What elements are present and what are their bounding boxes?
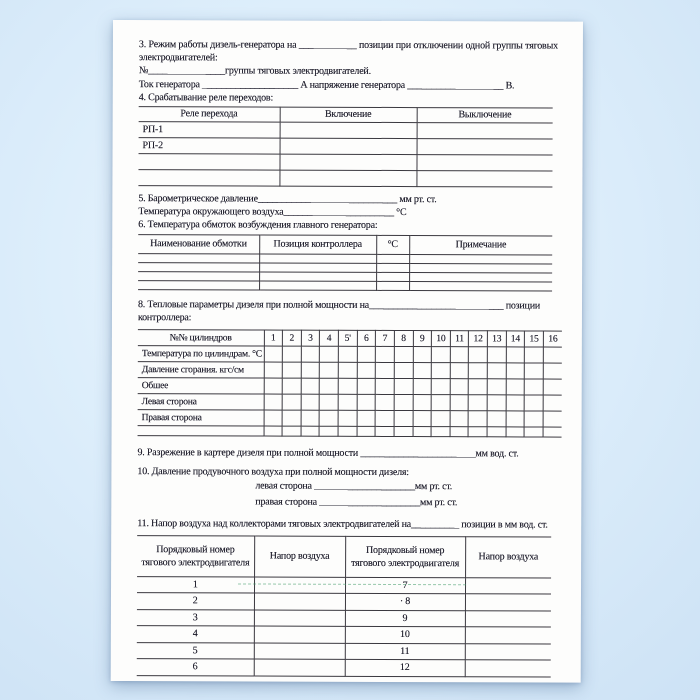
header-cell: Выключение xyxy=(417,108,553,123)
table-cell xyxy=(450,427,469,437)
header-cell: Напор воздуха xyxy=(465,536,551,577)
table-cell xyxy=(375,426,394,436)
header-cell: Порядковый номер тягового электродвигателя xyxy=(137,535,254,576)
table-cell: Правая сторона xyxy=(138,410,264,426)
table-cell xyxy=(282,362,301,378)
section10-title: 10. Давление продувочного воздуха при полной мощности дизеля: xyxy=(137,466,409,479)
table-cell xyxy=(282,378,301,394)
table-cell: 6 xyxy=(137,659,254,676)
table-cell xyxy=(259,272,376,281)
table-cell xyxy=(138,262,259,271)
table-cell xyxy=(279,154,416,170)
table-cell xyxy=(301,410,320,426)
table-cell xyxy=(409,254,552,263)
table-row xyxy=(138,170,552,187)
section5-temperature-line: Температура окружающего воздуха_______________________ °С xyxy=(138,206,407,219)
header-cell: Включение xyxy=(280,107,417,122)
table-cell xyxy=(357,378,376,394)
table-cell xyxy=(394,347,413,363)
header-cell: 6 xyxy=(357,330,376,346)
table-cell xyxy=(465,610,551,627)
header-cell: 7 xyxy=(376,330,395,346)
header-cell: Примечание xyxy=(409,235,552,254)
corner-cell: №№ цилиндров xyxy=(138,330,264,346)
table-cell xyxy=(413,347,432,363)
table-cell xyxy=(254,659,345,676)
relay-table-header-row xyxy=(139,107,553,123)
scanned-form-page xyxy=(111,20,583,683)
table-cell xyxy=(357,410,376,426)
table-cell: Температура по цилиндрам. °С xyxy=(138,346,264,362)
header-cell: 12 xyxy=(469,331,488,347)
table-row xyxy=(137,593,551,611)
section8-line1: 8. Тепловые параметры дизеля при полной мощности на____________________________ позиции xyxy=(137,298,541,312)
table-row xyxy=(138,154,552,171)
section5-pressure-line: 5. Барометрическое давление_____________________________ мм рт. ст. xyxy=(138,193,437,206)
table-cell xyxy=(254,643,345,660)
table-cell xyxy=(524,379,543,395)
table-cell xyxy=(301,426,320,436)
table-cell xyxy=(450,379,469,395)
winding-table xyxy=(138,234,552,291)
table-cell xyxy=(487,363,506,379)
table-cell: 2 xyxy=(137,593,254,610)
table-cell xyxy=(138,154,279,170)
table-cell xyxy=(138,280,259,289)
table-cell xyxy=(319,426,338,436)
table-row xyxy=(138,410,562,427)
table-cell xyxy=(409,281,552,290)
table-cell xyxy=(138,253,259,262)
table-cell xyxy=(376,272,409,281)
table-cell xyxy=(506,395,525,411)
table-cell xyxy=(138,170,279,186)
table-row xyxy=(137,642,551,660)
table-cell: 7 xyxy=(345,577,465,594)
table-cell xyxy=(409,263,552,272)
section8-line2: контроллера: xyxy=(137,311,192,324)
table-row xyxy=(139,138,553,155)
table-cell xyxy=(487,347,506,363)
table-cell xyxy=(376,281,409,290)
header-cell: 2 xyxy=(282,330,301,346)
table-cell xyxy=(320,378,339,394)
table-cell xyxy=(469,363,488,379)
table-cell xyxy=(264,378,283,394)
section10-right-line: правая сторона _____________________мм рт. ст. xyxy=(255,496,458,509)
section3-current-voltage-line: Ток генератора ____________________ А напряжение генератора ____________________ В. xyxy=(138,78,515,92)
table-row xyxy=(138,280,552,290)
table-cell xyxy=(543,411,562,427)
table-cell xyxy=(301,378,320,394)
table-cell xyxy=(394,379,413,395)
table-cell xyxy=(413,379,432,395)
table-cell xyxy=(465,643,551,660)
table-cell xyxy=(543,379,562,395)
table-cell xyxy=(375,378,394,394)
table-cell xyxy=(280,138,417,154)
table-cell xyxy=(417,123,553,139)
table-cell xyxy=(301,346,320,362)
section11-title: 11. Напор воздуха над коллекторами тяговых электродвигателей на__________ позиции в мм вод. ст. xyxy=(137,518,548,531)
table-row xyxy=(137,576,551,594)
table-cell xyxy=(413,411,432,427)
table-row xyxy=(138,426,562,437)
table-row xyxy=(138,362,562,379)
header-cell: 11 xyxy=(450,331,469,347)
table-cell xyxy=(376,346,395,362)
table-cell xyxy=(357,426,376,436)
header-cell: 3 xyxy=(301,330,320,346)
table-cell xyxy=(543,395,562,411)
table-cell xyxy=(450,363,469,379)
table-cell xyxy=(413,395,432,411)
header-cell: Напор воздуха xyxy=(254,536,345,577)
table-row xyxy=(137,609,551,627)
header-cell: 15 xyxy=(525,331,544,347)
table-cell xyxy=(524,411,543,427)
table-cell xyxy=(138,426,264,436)
section3-line2: электродвигателей: xyxy=(138,52,218,64)
table-cell xyxy=(543,363,562,379)
header-cell: 13 xyxy=(487,331,506,347)
table-cell xyxy=(506,411,525,427)
table-cell xyxy=(506,347,525,363)
table-cell xyxy=(487,427,506,437)
table-cell xyxy=(413,363,432,379)
table-cell xyxy=(338,346,357,362)
table-cell xyxy=(138,271,259,280)
header-cell: 16 xyxy=(543,331,562,347)
table-row xyxy=(138,346,562,363)
header-cell: 4 xyxy=(320,330,339,346)
table-cell xyxy=(375,394,394,410)
table-cell xyxy=(394,363,413,379)
table-cell: 11 xyxy=(345,643,465,660)
table-cell xyxy=(431,347,450,363)
table-cell xyxy=(468,427,487,437)
winding-table-header-row xyxy=(138,234,552,254)
table-cell: 9 xyxy=(345,610,465,627)
table-cell xyxy=(282,346,301,362)
table-cell xyxy=(319,410,338,426)
table-cell xyxy=(280,122,417,138)
table-row xyxy=(138,378,562,395)
table-cell xyxy=(259,254,376,263)
header-cell: Порядковый номер тягового электродвигателя xyxy=(345,536,465,577)
table-cell xyxy=(487,379,506,395)
table-cell xyxy=(465,577,551,594)
table-cell xyxy=(469,347,488,363)
table-cell xyxy=(357,346,376,362)
table-cell xyxy=(450,411,469,427)
table-cell xyxy=(376,254,409,263)
table-cell xyxy=(468,411,487,427)
table-cell xyxy=(416,171,552,187)
table-cell xyxy=(524,427,543,437)
table-cell xyxy=(376,362,395,378)
table-cell xyxy=(394,427,413,437)
table-cell xyxy=(431,427,450,437)
table-cell xyxy=(320,362,339,378)
section4-title: 4. Срабатывание реле переходов: xyxy=(138,91,274,104)
table-cell xyxy=(320,394,339,410)
table-cell xyxy=(487,395,506,411)
table-cell xyxy=(357,362,376,378)
table-cell xyxy=(450,395,469,411)
header-cell: Наименование обмотки xyxy=(138,234,259,253)
table-cell xyxy=(431,411,450,427)
table-cell xyxy=(338,426,357,436)
table-cell: 12 xyxy=(345,659,465,676)
table-cell xyxy=(394,395,413,411)
table-cell xyxy=(543,347,562,363)
table-cell xyxy=(338,394,357,410)
table-cell xyxy=(431,379,450,395)
table-cell xyxy=(254,593,345,610)
table-row xyxy=(139,122,553,139)
table-cell xyxy=(338,362,357,378)
header-cell: Реле перехода xyxy=(139,107,280,122)
table-cell xyxy=(320,346,339,362)
table-cell xyxy=(375,410,394,426)
table-cell xyxy=(338,410,357,426)
table-cell xyxy=(282,410,301,426)
header-cell: 10 xyxy=(431,331,450,347)
table-cell xyxy=(394,411,413,427)
section3-number-line: №________________группы тяговых электродвигателей. xyxy=(138,65,371,78)
table-cell xyxy=(431,363,450,379)
table-cell xyxy=(264,426,283,436)
cylinder-table xyxy=(138,329,562,437)
table-cell: Давление сгорания. кгс/см xyxy=(138,362,264,378)
table-cell xyxy=(301,394,320,410)
winding-table-body xyxy=(138,253,552,290)
table-cell xyxy=(282,426,301,436)
table-cell xyxy=(338,378,357,394)
header-cell: °С xyxy=(376,235,409,254)
table-cell xyxy=(376,263,409,272)
table-cell xyxy=(357,394,376,410)
header-cell: 8 xyxy=(394,331,413,347)
table-cell xyxy=(254,626,345,643)
table-cell xyxy=(487,411,506,427)
table-cell xyxy=(264,410,283,426)
table-row xyxy=(138,394,562,411)
cylinder-table-header-row xyxy=(138,330,562,347)
table-cell xyxy=(259,281,376,290)
table-cell: РП-2 xyxy=(139,138,280,154)
table-cell xyxy=(416,155,552,171)
table-cell: Обшее xyxy=(138,378,264,394)
table-cell xyxy=(524,363,543,379)
table-cell xyxy=(506,363,525,379)
table-cell xyxy=(254,577,345,594)
table-cell: РП-1 xyxy=(139,122,280,138)
table-cell xyxy=(506,427,525,437)
section3-line1: 3. Режим работы дизель-генератора на ____________ позиции при отключении одной группы тяговых xyxy=(138,39,558,52)
table-cell xyxy=(264,346,283,362)
header-cell: 9 xyxy=(413,331,432,347)
relay-table xyxy=(138,106,552,187)
header-cell: 1 xyxy=(264,330,283,346)
table-cell xyxy=(465,627,551,644)
section9-line: 9. Разрежение в картере дизеля при полной мощности ________________________мм вод. ст. xyxy=(137,447,519,460)
table-cell xyxy=(431,395,450,411)
table-cell xyxy=(465,594,551,611)
motor-table xyxy=(137,535,551,677)
table-cell xyxy=(465,660,551,677)
table-cell xyxy=(543,427,562,437)
table-cell: 3 xyxy=(137,609,254,626)
header-cell: 14 xyxy=(506,331,525,347)
table-cell xyxy=(469,395,488,411)
table-cell: 10 xyxy=(345,626,465,643)
table-cell xyxy=(282,394,301,410)
table-cell xyxy=(469,379,488,395)
table-cell xyxy=(264,362,283,378)
section10-left-line: левая сторона _____________________мм рт. ст. xyxy=(255,480,453,493)
table-cell xyxy=(264,394,283,410)
header-cell: 5' xyxy=(338,330,357,346)
table-row xyxy=(137,659,551,677)
motor-table-header-row xyxy=(137,535,551,577)
header-cell: Позиция контроллера xyxy=(259,235,376,254)
section6-title: 6. Температура обмоток возбуждения главного генератора: xyxy=(138,219,378,232)
relay-table-body xyxy=(138,122,552,187)
table-cell xyxy=(506,379,525,395)
table-cell: Левая сторона xyxy=(138,394,264,410)
table-cell xyxy=(254,610,345,627)
table-cell xyxy=(413,427,432,437)
table-cell xyxy=(524,395,543,411)
table-cell: · 8 xyxy=(345,593,465,610)
table-cell xyxy=(409,272,552,281)
table-cell xyxy=(301,362,320,378)
table-cell xyxy=(525,347,544,363)
table-cell xyxy=(279,170,416,186)
table-cell: 1 xyxy=(137,576,254,593)
cylinder-table-body xyxy=(138,346,562,437)
table-cell: 4 xyxy=(137,626,254,643)
table-cell xyxy=(417,139,553,155)
table-cell: 5 xyxy=(137,642,254,659)
table-row xyxy=(137,626,551,644)
table-cell xyxy=(450,347,469,363)
table-cell xyxy=(259,263,376,272)
motor-table-body xyxy=(137,576,551,676)
